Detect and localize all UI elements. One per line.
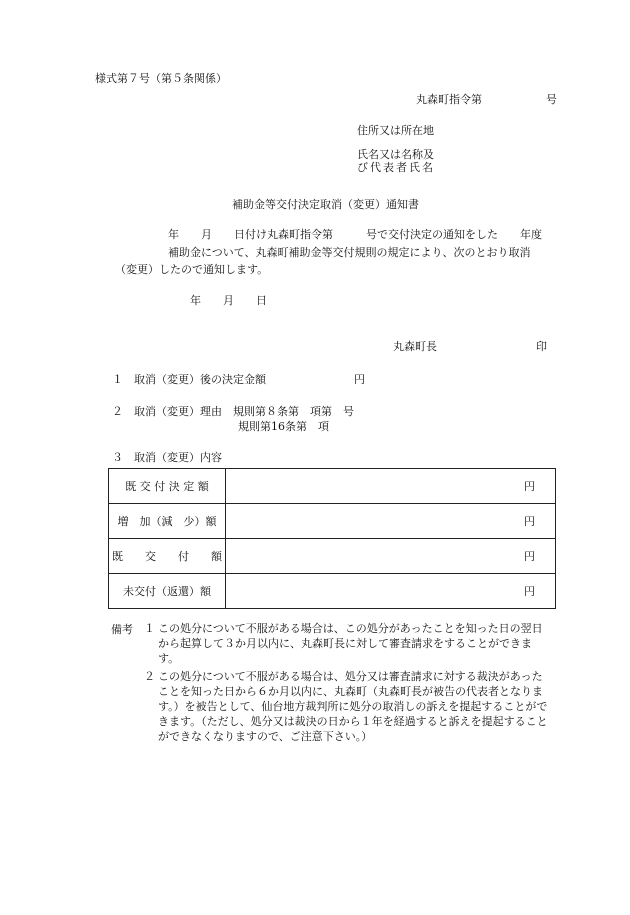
body-line-2: 補助金について、丸森町補助金等交付規則の規定により、次のとおり取消	[168, 246, 531, 259]
remark-note-1	[144, 621, 548, 666]
notice-number-suffix: 号	[546, 93, 557, 106]
mayor-title: 丸森町長	[393, 340, 437, 353]
notice-number-prefix: 丸森町指令第	[416, 93, 482, 106]
remarks-label: 備考	[111, 623, 133, 636]
item-2-reason-line2: 規則第16条第 項	[238, 420, 329, 433]
table-row	[109, 504, 556, 539]
remark-note-number: １	[144, 622, 155, 635]
table-row	[109, 539, 556, 574]
name-label-line1: 氏名又は名称及	[357, 148, 434, 161]
remark-note-number: ２	[144, 670, 155, 683]
remark-note-text: この処分について不服がある場合は、この処分があったことを知った日の翌日から起算して３か月以内に、丸森町長に対して審査請求をすることができます。	[158, 622, 543, 665]
item-1-amount: １ 取消（変更）後の決定金額 円	[112, 373, 365, 386]
issue-date: 年 月 日	[190, 294, 267, 307]
notice-number	[416, 91, 557, 107]
table-row-label: 増 加（減 少）額	[109, 504, 226, 539]
table-row-value: 円	[226, 469, 556, 504]
name-label-line2: び代表者氏名	[357, 161, 435, 174]
table-row	[109, 574, 556, 609]
table-row-value: 円	[226, 574, 556, 609]
table-row	[109, 469, 556, 504]
document-title: 補助金等交付決定取消（変更）通知書	[232, 198, 419, 211]
table-row-label: 既 交 付 決 定 額	[109, 469, 226, 504]
item-3-content: ３ 取消（変更）内容	[112, 451, 222, 464]
body-line-1: 年 月 日付け丸森町指令第 号で交付決定の通知をした 年度	[168, 228, 542, 241]
item-2-reason: ２ 取消（変更）理由 規則第８条第 項第 号	[112, 405, 354, 418]
remark-note-text: この処分について不服がある場合は、処分又は審査請求に対する裁決があったことを知った日から６か月以内に、丸森町（丸森町長が被告の代表者となります。）を被告として、仙台地方裁判所に処分の取消しの訴えを提起することができます。（ただし、処分又は裁決の日から１年を経過すると訴えを提起することができなくなりますので、ご注意下さい。）	[158, 670, 548, 743]
form-label: 様式第７号（第５条関係）	[95, 72, 227, 85]
content-table	[108, 468, 556, 609]
body-line-3: （変更）したので通知します。	[115, 263, 269, 276]
table-row-value: 円	[226, 539, 556, 574]
address-label: 住所又は所在地	[357, 124, 434, 137]
seal-mark: 印	[536, 340, 547, 353]
remark-note-2	[144, 669, 548, 744]
table-row-label: 未交付（返還）額	[109, 574, 226, 609]
table-row-label: 既 交 付 額	[109, 539, 226, 574]
table-row-value: 円	[226, 504, 556, 539]
